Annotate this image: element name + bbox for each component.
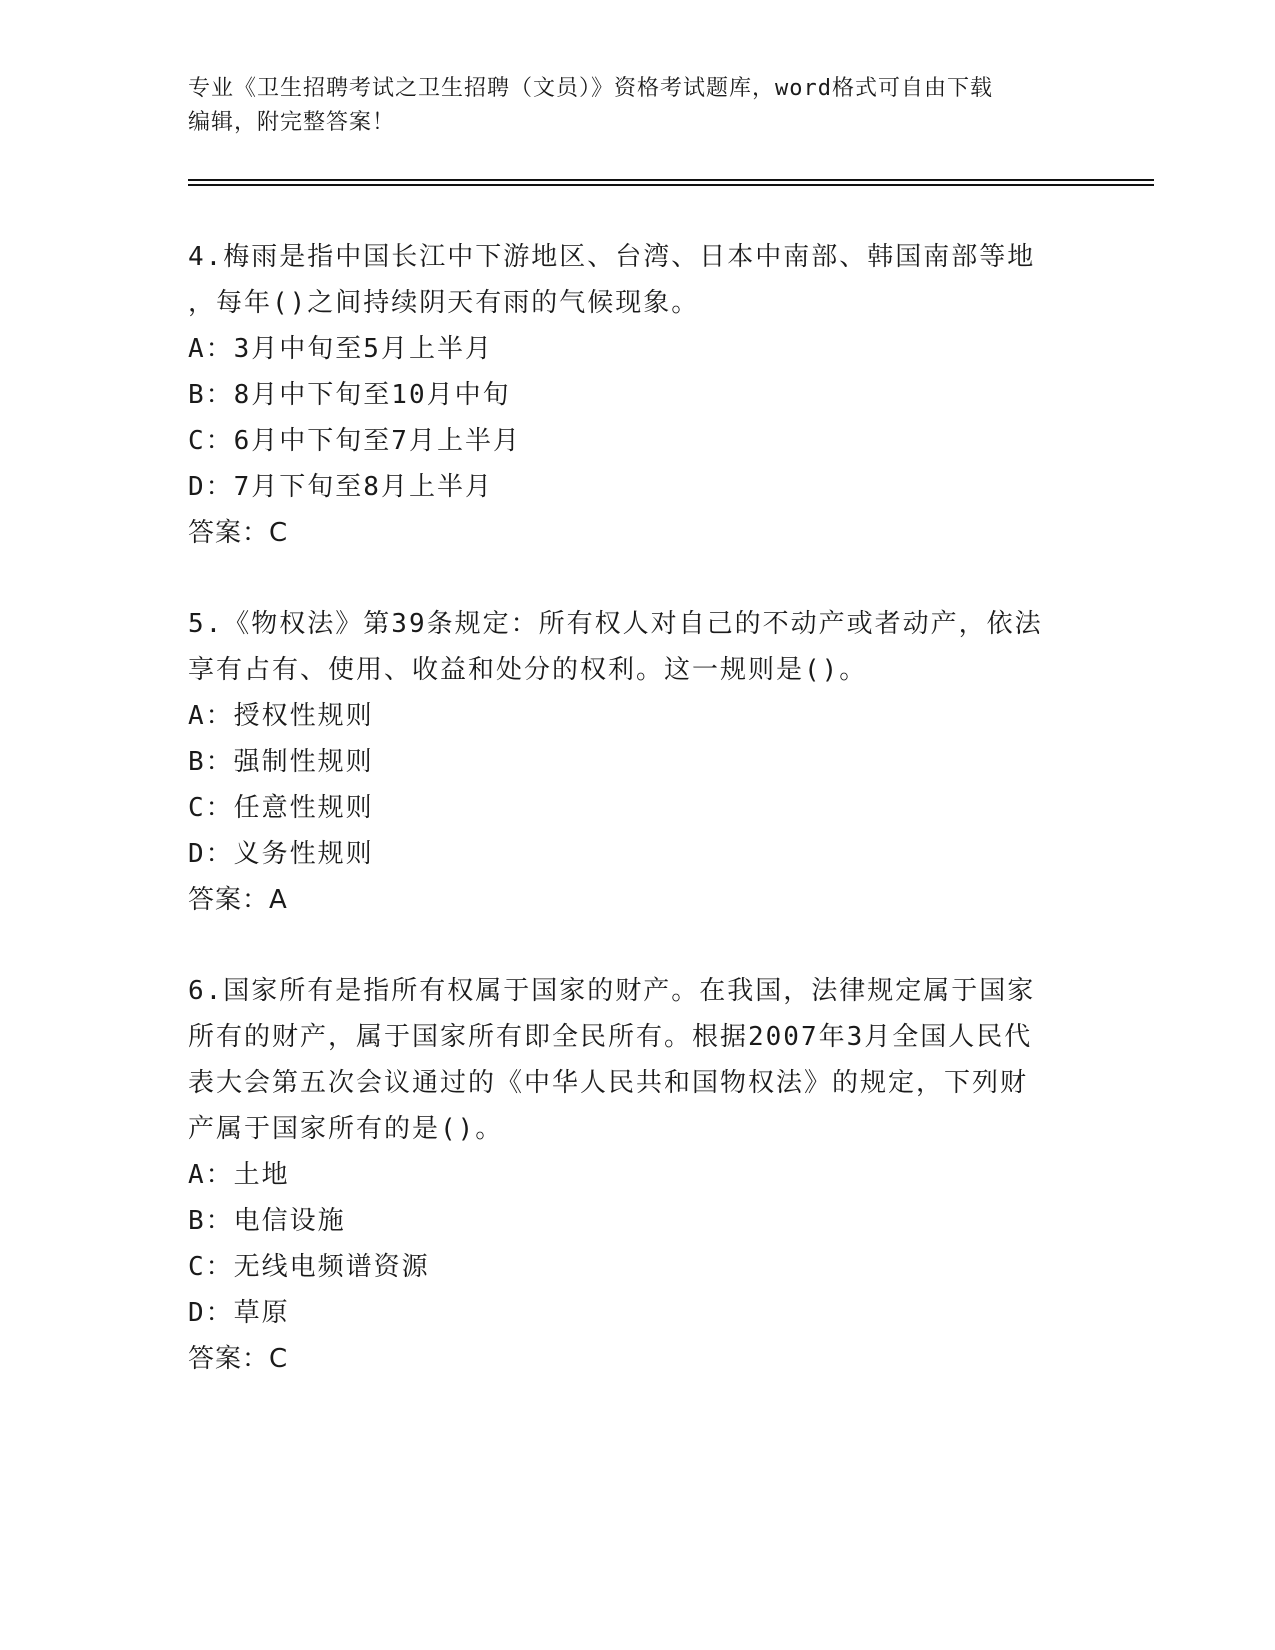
document-header [188,72,1088,140]
header-line-2: 编辑，附完整答案！ [188,110,396,135]
option-a: A：土地 [188,1160,290,1190]
option-c: C：无线电频谱资源 [188,1252,430,1282]
answer: 答案：A [188,885,288,915]
question-4 [188,234,1088,556]
option-d: D：7月下旬至8月上半月 [188,472,493,502]
option-b: B：电信设施 [188,1206,346,1236]
option-b: B：强制性规则 [188,747,374,777]
question-6 [188,968,1088,1382]
option-d: D：草原 [188,1298,290,1328]
stem-line: ，每年()之间持续阴天有雨的气候现象。 [188,288,700,318]
answer: 答案：C [188,518,289,548]
question-5 [188,601,1088,923]
option-a: A：3月中旬至5月上半月 [188,334,493,364]
question-stem [188,968,1088,1152]
stem-line: 5.《物权法》第39条规定：所有权人对自己的不动产或者动产，依法 [188,609,1043,639]
option-c: C：任意性规则 [188,793,374,823]
stem-line: 4.梅雨是指中国长江中下游地区、台湾、日本中南部、韩国南部等地 [188,242,1036,272]
stem-line: 产属于国家所有的是()。 [188,1114,504,1144]
stem-line: 享有占有、使用、收益和处分的权利。这一规则是()。 [188,655,868,685]
option-a: A：授权性规则 [188,701,374,731]
stem-line: 表大会第五次会议通过的《中华人民共和国物权法》的规定，下列财 [188,1068,1029,1098]
header-line-1: 专业《卫生招聘考试之卫生招聘（文员）》资格考试题库，word格式可自由下载 [188,76,993,101]
stem-line: 所有的财产，属于国家所有即全民所有。根据2007年3月全国人民代 [188,1022,1033,1052]
option-c: C：6月中下旬至7月上半月 [188,426,521,456]
header-divider-bottom [188,184,1154,186]
stem-line: 6.国家所有是指所有权属于国家的财产。在我国，法律规定属于国家 [188,976,1036,1006]
option-d: D：义务性规则 [188,839,374,869]
question-stem [188,234,1088,326]
answer: 答案：C [188,1344,289,1374]
question-stem [188,601,1088,693]
option-b: B：8月中下旬至10月中旬 [188,380,511,410]
header-divider-top [188,179,1154,181]
